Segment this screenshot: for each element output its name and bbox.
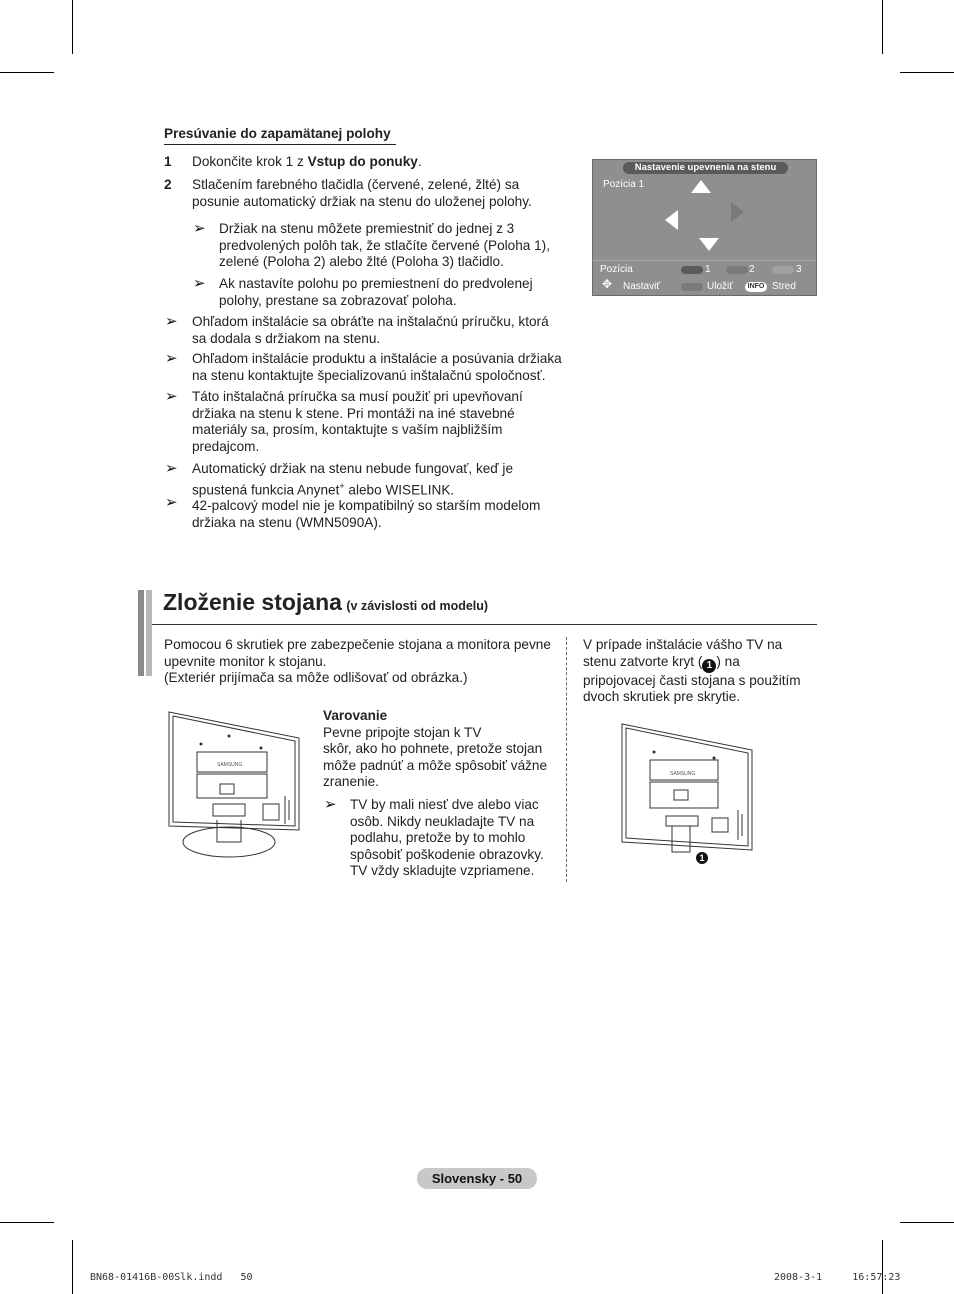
- section-bar: [138, 590, 144, 676]
- osd-position-label: Pozícia 1: [603, 179, 645, 190]
- yellow-button-icon[interactable]: [772, 266, 794, 274]
- step2-text: Stlačením farebného tlačidla (červené, zelené, žlté) sa posunie automatický držiak na stenu do uloženej polohy.: [192, 177, 532, 209]
- section2-intro: Pomocou 6 skrutiek pre zabezpečenie stojana a monitora pevne upevnite monitor k stojanu. (Exteriér prijímača sa môže odlišovať od obrázka.): [164, 637, 551, 686]
- note-1: Ohľadom inštalácie sa obráťte na inštalačnú príručku, ktorá sa dodala s držiakom na stenu.: [192, 314, 549, 346]
- tv-cover-figure: [618, 720, 758, 870]
- save-button-icon[interactable]: [681, 283, 703, 291]
- red-button-icon[interactable]: [681, 266, 703, 274]
- date-info: 2008-3-1 16:57:23: [774, 1272, 901, 1283]
- arrow-up-icon[interactable]: [691, 180, 711, 193]
- crop-mark: [900, 1222, 954, 1223]
- note-arrow-icon: ➢: [324, 796, 337, 813]
- step-number: 1: [164, 154, 172, 169]
- section1-heading: Presúvanie do zapamätanej polohy: [164, 126, 391, 141]
- osd-title: Nastavenie upevnenia na stenu: [623, 162, 788, 174]
- note-5: 42-palcový model nie je kompatibilný so starším modelom držiaka na stenu (WMN5090A).: [192, 498, 541, 530]
- osd-row-label: Pozícia: [600, 264, 633, 275]
- heading-underline: [164, 144, 396, 145]
- svg-text:SAMSUNG: SAMSUNG: [670, 771, 696, 777]
- number-circle-icon: 1: [702, 659, 716, 673]
- osd-nav-label: Nastaviť: [623, 281, 661, 292]
- osd-option-1: 1: [705, 264, 711, 275]
- note-arrow-icon: ➢: [165, 388, 178, 405]
- note-3: Táto inštalačná príručka sa musí použiť pri upevňovaní držiaka na stenu k stene. Pri montáži na iné stavebné materiály sa, prosím, kontaktujte s vaším najbližším predajcom.: [192, 389, 523, 454]
- page-number-badge: Slovensky - 50: [417, 1168, 537, 1189]
- cover-instructions: V prípade inštalácie vášho TV na stenu zatvorte kryt ( 1 ) na pripojovacej časti stojana s použitím dvoch skrutiek pre skrytie.: [583, 637, 801, 705]
- osd-option-3: 3: [796, 264, 802, 275]
- figure-marker-icon: 1: [696, 852, 708, 864]
- note-2: Ohľadom inštalácie produktu a inštalácie a posúvania držiaka na stenu kontaktujte špecializovanú inštalačnú spoločnosť.: [192, 351, 562, 383]
- osd-divider: [593, 260, 816, 261]
- green-button-icon[interactable]: [726, 266, 748, 274]
- section2-title: Zloženie stojana (v závislosti od modelu): [163, 589, 489, 615]
- move-icon: ✥: [602, 277, 613, 291]
- crop-mark: [882, 0, 883, 54]
- crop-mark: [882, 1240, 883, 1294]
- note-arrow-icon: ➢: [193, 220, 206, 237]
- note-arrow-icon: ➢: [193, 275, 206, 292]
- column-divider: [566, 637, 567, 882]
- warning-block: Varovanie Pevne pripojte stojan k TV skôr, ako ho pohnete, pretože stojan môže padnúť a môže spôsobiť vážne zranenie.: [323, 708, 548, 790]
- arrow-left-icon[interactable]: [665, 210, 678, 230]
- crop-mark: [0, 72, 54, 73]
- osd-option-2: 2: [749, 264, 755, 275]
- arrow-right-icon[interactable]: [731, 202, 744, 222]
- step1-text: Dokončite krok 1 z Vstup do ponuky.: [192, 154, 422, 169]
- crop-mark: [900, 72, 954, 73]
- note-arrow-icon: ➢: [165, 350, 178, 367]
- note-arrow-icon: ➢: [165, 460, 178, 477]
- info-badge[interactable]: INFO: [745, 282, 767, 292]
- file-info: BN68-01416B-00Slk.indd 50: [90, 1272, 253, 1283]
- svg-text:SAMSUNG: SAMSUNG: [217, 762, 243, 768]
- crop-mark: [0, 1222, 54, 1223]
- tv-stand-figure: [165, 708, 305, 868]
- note-arrow-icon: ➢: [165, 313, 178, 330]
- section2-rule: [152, 624, 817, 625]
- subnote-1: Držiak na stenu môžete premiestniť do jednej z 3 predvolených polôh tak, že stlačíte červené (Poloha 1), zelené (Poloha 2) alebo žlté (Poloha 3) tlačidlo.: [219, 221, 550, 270]
- step-number: 2: [164, 177, 172, 192]
- crop-mark: [72, 0, 73, 54]
- section-bar: [146, 590, 152, 676]
- note-4: Automatický držiak na stenu nebude fungovať, keď je spustená funkcia Anynet+ alebo WISELINK.: [192, 461, 514, 498]
- note-arrow-icon: ➢: [165, 494, 178, 511]
- crop-mark: [72, 1240, 73, 1294]
- arrow-down-icon[interactable]: [699, 238, 719, 251]
- osd-save-label: Uložiť: [707, 281, 733, 292]
- warning-note: TV by mali niesť dve alebo viac osôb. Nikdy neukladajte TV na podlahu, pretože by to mohlo spôsobiť poškodenie obrazovky. TV vždy skladujte vzpriamene.: [350, 797, 544, 879]
- osd-center-label: Stred: [772, 281, 796, 292]
- subnote-2: Ak nastavíte polohu po premiestnení do predvolenej polohy, prestane sa zobrazovať poloha.: [219, 276, 533, 308]
- wall-mount-osd: [592, 159, 817, 296]
